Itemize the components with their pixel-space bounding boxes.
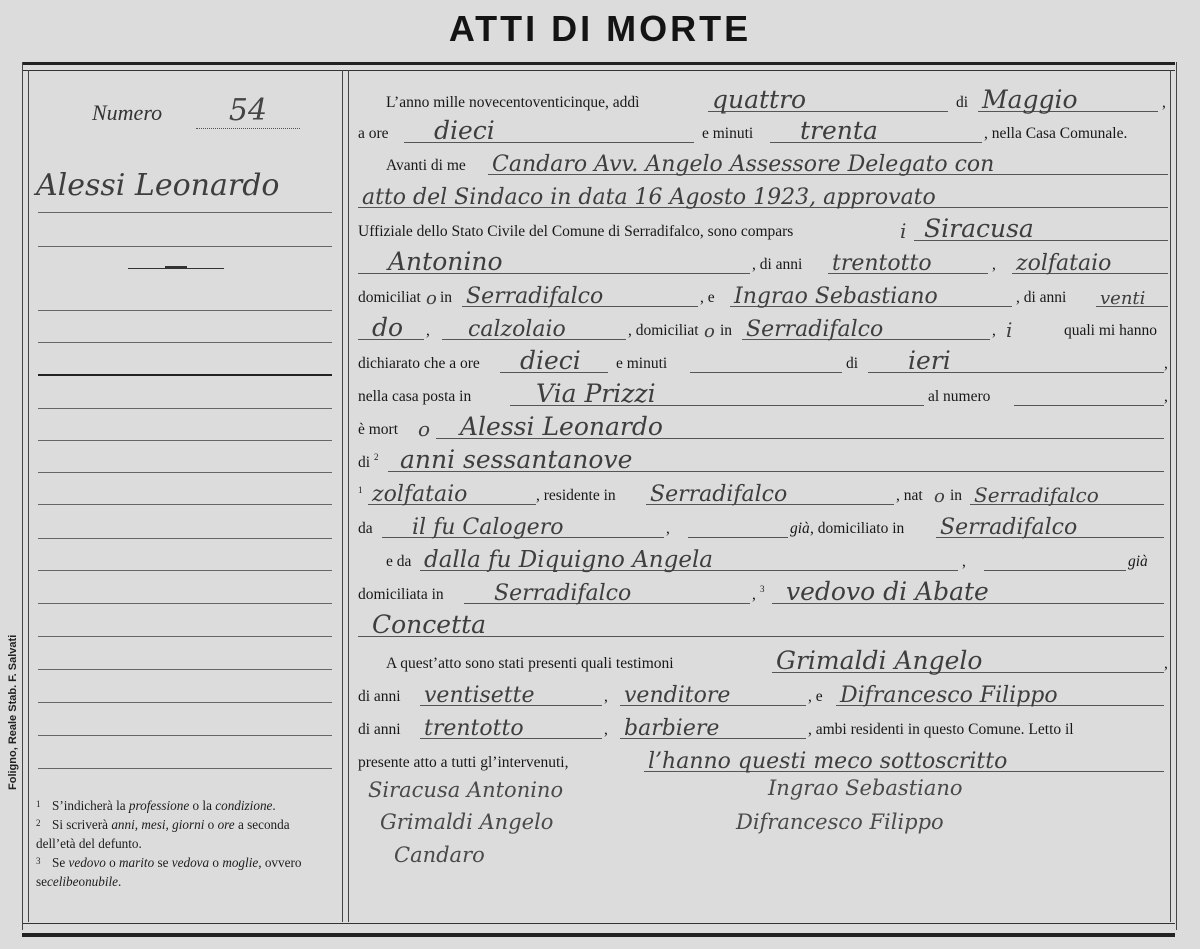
handwritten-death-day: ieri [908,346,951,375]
handwritten-officer: Candaro Avv. Angelo Assessore Delegato con [492,152,995,177]
signature-officer: Candaro [394,843,485,867]
fill-father-status [688,507,788,538]
record-line-4 [358,178,1170,212]
column-divider-inner [348,70,349,922]
handwritten-deceased-age: anni sessantanove [400,445,633,474]
left-rule [38,603,332,604]
handwritten-death-place: Via Prizzi [536,379,656,408]
left-rule-heavy [38,374,332,376]
left-rule [38,408,332,409]
frame-left-inner-border [28,70,29,922]
handwritten-death-hour: dieci [520,346,581,375]
handwritten-father: il fu Calogero [412,515,564,540]
fill-witness-a-age [420,675,602,706]
record-line-1: L’anno mille novecentoventicinque, addì quattro di Maggio , [358,82,1170,116]
page-title: ATTI DI MORTE [448,8,752,49]
fill-death-day [868,342,1164,373]
handwritten-witness-b-job: barbiere [624,716,720,741]
footnote-2-cont: dell’età del defunto. [36,836,142,851]
fill-age-2-cont [358,309,424,340]
signature-declarant-1: Siracusa Antonino [368,778,564,802]
short-dash-center [165,266,187,269]
signature-witness-2: Difrancesco Filippo [736,810,944,834]
frame-right-border [1176,62,1177,930]
fill-residence [646,474,894,505]
left-rule [38,669,332,670]
handwritten-witness-b-age: trentotto [424,716,524,741]
printer-imprint: Foligno, Reale Stab. F. Salvati [7,634,19,790]
handwritten-spouse: Concetta [372,610,487,639]
handwritten-age-2-cont: do [372,313,404,342]
fill-age-2 [1096,276,1168,307]
fill-deceased-name [436,408,1164,439]
handwritten-minutes: trenta [800,116,878,145]
record-line-7: domiciliat o in Serradifalco , e Ingrao Sebastiano , di anni venti [358,277,1170,311]
frame-right-inner-border [1170,70,1171,922]
left-rule [38,440,332,441]
record-line-11: è mort o Alessi Leonardo [358,409,1170,443]
fill-father [382,507,664,538]
fill-witness-a-job [620,675,806,706]
fill-domicile-1 [462,276,698,307]
fill-death-place [510,375,924,406]
handwritten-witness-b: Difrancesco Filippo [840,683,1058,708]
left-rule [38,472,332,473]
handwritten-day: quattro [712,85,807,114]
record-line-21: presente atto a tutti gl’intervenuti, l’hanno questi meco sottoscritto [358,742,1170,776]
record-line-5: Uffiziale dello Stato Civile del Comune di Serradifalco, sono compars i Siracusa [358,211,1170,245]
handwritten-hour: dieci [434,116,495,145]
fill-death-minutes [690,342,842,373]
fill-witness-b [836,675,1164,706]
record-line-10: nella casa posta in Via Prizzi al numero , [358,376,1170,410]
fill-deceased-age [388,441,1164,472]
fill-deceased-job [368,474,536,505]
handwritten-age-2: venti [1100,288,1146,309]
fill-mother [420,540,958,571]
record-line-19: di anni ventisette , venditore , e Difrancesco Filippo [358,676,1170,710]
record-line-20: di anni trentotto , barbiere , ambi residenti in questo Comune. Letto il [358,709,1170,743]
fill-birthplace [970,474,1164,505]
fill-mother-status [984,540,1126,571]
left-rule [38,636,332,637]
fill-job-2 [442,309,626,340]
fill-officer [488,144,1168,175]
fill-declarant-job [1012,243,1168,274]
left-rule [38,212,332,213]
handwritten-residence: Serradifalco [650,482,788,507]
numero-label: Numero [92,100,163,125]
left-rule [38,538,332,539]
handwritten-declarant-job: zolfataio [1016,251,1112,276]
fill-witness-2 [730,276,1012,307]
printed-text: di [956,94,969,111]
left-rule [38,342,332,343]
fill-witness-a [772,642,1164,673]
fill-declarant-age [828,243,988,274]
record-line-16: domiciliata in Serradifalco , 3 vedovo di Abate [358,574,1170,608]
left-rule [38,702,332,703]
numero-value: 54 [196,93,300,129]
column-divider [342,70,343,922]
handwritten-deceased-name: Alessi Leonardo [460,412,663,441]
record-line-14: da il fu Calogero , già , domiciliato in Serradifalco [358,508,1170,542]
footnote-3: 3 Se vedovo o marito se vedova o moglie, ovvero [36,855,302,870]
record-line-8: do , calzolaio , domiciliat o in Serradifalco , i quali mi hanno [358,310,1170,344]
record-line-17 [358,607,1170,641]
deceased-name-margin: Alessi Leonardo [36,168,280,203]
handwritten-domicile-2: Serradifalco [746,317,884,342]
fill-witness-1 [914,210,1168,241]
fill-hour [404,112,694,143]
left-rule [38,768,332,769]
handwritten-month: Maggio [982,85,1078,114]
handwritten-witness-a-job: venditore [624,683,731,708]
signature-declarant-2: Ingrao Sebastiano [768,776,963,800]
handwritten-witness-a-age: ventisette [424,683,535,708]
footnote-2: 2 Si scriverà anni, mesi, giorni o ore a seconda [36,817,290,832]
record-line-13: 1 zolfataio , residente in Serradifalco , nat o in Serradifalco [358,475,1170,509]
handwritten-witness-a: Grimaldi Angelo [776,646,983,675]
fill-officer-cont [358,177,1168,208]
fill-mother-domicile [464,573,750,604]
footnotes [36,796,341,891]
handwritten-officer-cont: atto del Sindaco in data 16 Agosto 1923, approvato [362,185,936,210]
handwritten-mother-domicile: Serradifalco [494,581,632,606]
left-rule [38,570,332,571]
fill-marital-status [772,573,1164,604]
fill-father-domicile [936,507,1164,538]
handwritten-mother: dalla fu Diquigno Angela [424,547,714,573]
fill-day [708,81,948,112]
fill-witness-b-age [420,708,602,739]
record-line-6: Antonino , di anni trentotto , zolfataio [358,244,1170,278]
handwritten-birthplace: Serradifalco [974,483,1099,507]
record-line-15: e da dalla fu Diquigno Angela , già [358,541,1170,575]
fill-spouse [358,606,1164,637]
fill-closing [644,741,1164,772]
record-line-12: di 2 anni sessantanove [358,442,1170,476]
handwritten-declarant-name: Antonino [388,247,503,276]
printed-text: L’anno mille novecentoventicinque, addì [386,94,640,111]
handwritten-father-domicile: Serradifalco [940,515,1078,540]
fill-death-hour [500,342,608,373]
handwritten-declarant-2: Ingrao Sebastiano [734,284,938,309]
record-line-3: Avanti di me Candaro Avv. Angelo Assessore Delegato con [358,145,1170,179]
fill-house-number [1014,375,1164,406]
left-rule [38,310,332,311]
record-line-18: A quest’atto sono stati presenti quali testimoni Grimaldi Angelo , [358,643,1170,677]
signature-witness-1: Grimaldi Angelo [380,810,554,834]
handwritten-job-2: calzolaio [468,317,566,342]
handwritten-domicile-1: Serradifalco [466,284,604,309]
handwritten-deceased-job: zolfataio [372,482,468,507]
footnote-1: 1 S’indicherà la professione o la condizione. [36,798,276,813]
handwritten-marital-status: vedovo di Abate [786,577,989,606]
fill-month [978,81,1158,112]
record-line-2: a ore dieci e minuti trenta , nella Casa Comunale. [358,113,1170,147]
frame-left-border [22,62,23,930]
handwritten-closing: l’hanno questi meco sottoscritto [648,749,1008,774]
fill-domicile-2 [742,309,990,340]
handwritten-declarant-age: trentotto [832,251,932,276]
left-rule [38,504,332,505]
fill-declarant-name [358,243,750,274]
fill-minutes [770,112,982,143]
left-rule [38,246,332,247]
record-line-9: dichiarato che a ore dieci e minuti di ieri , [358,343,1170,377]
fill-witness-b-job [620,708,806,739]
left-rule [38,735,332,736]
handwritten-declarant-surname: Siracusa [924,214,1034,243]
footnote-3-cont: se celibe o nubile . [36,874,122,889]
